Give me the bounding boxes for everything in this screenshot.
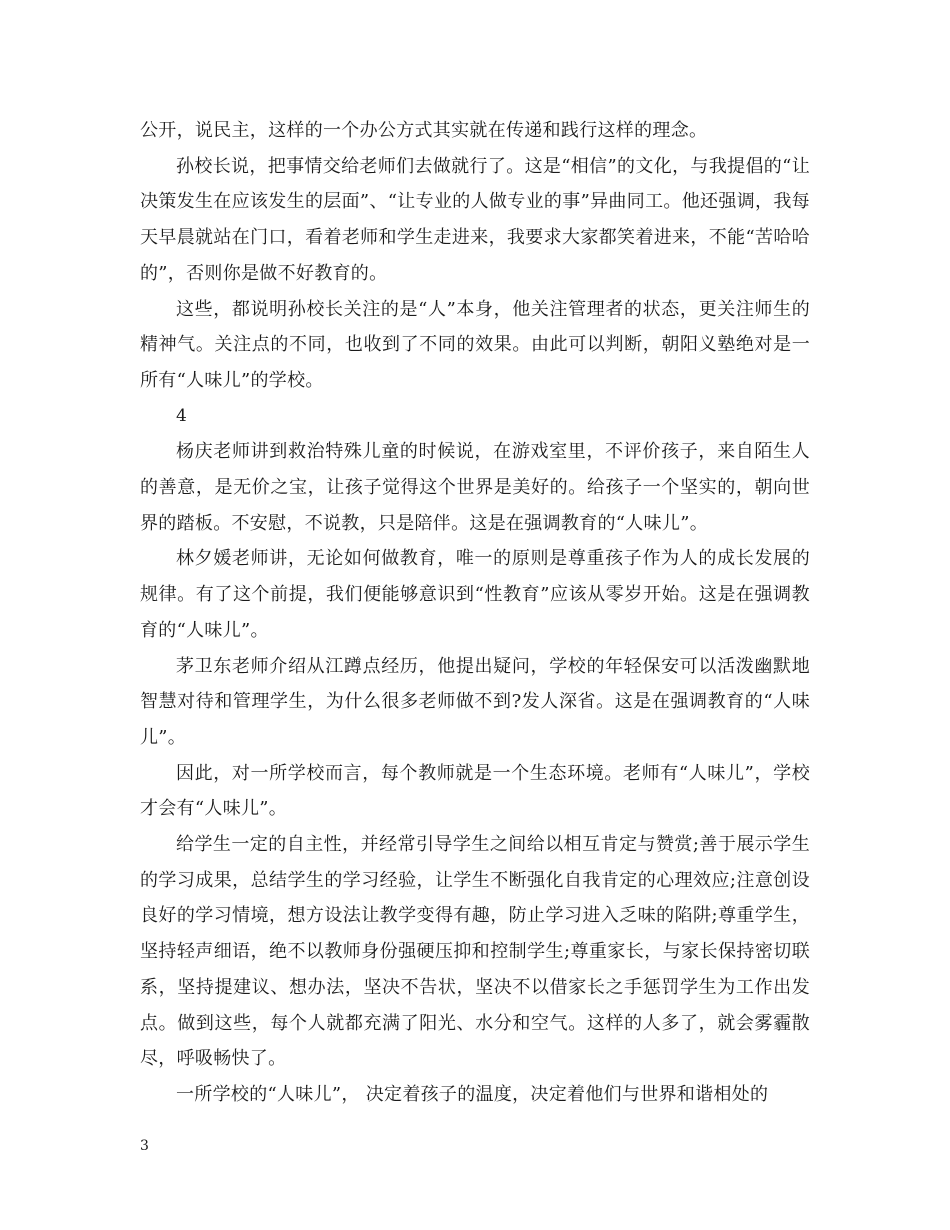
paragraph-7: 茅卫东老师介绍从江蹲点经历，他提出疑问，学校的年轻保安可以活泼幽默地智慧对待和管理学生，为什么很多老师做不到?发人深省。这是在强调教育的“人味儿”。 (140, 655, 810, 748)
page-number: 3 (140, 1138, 149, 1154)
paragraph-10: 一所学校的“人味儿”， 决定着孩子的温度，决定着他们与世界和谐相处的 (176, 1083, 769, 1105)
paragraph-6: 林夕媛老师讲，无论如何做教育，唯一的原则是尊重孩子作为人的成长发展的规律。有了这个前提，我们便能够意识到“性教育”应该从零岁开始。这是在强调教育的“人味儿”。 (140, 548, 810, 641)
paragraph-2: 孙校长说，把事情交给老师们去做就行了。这是“相信”的文化，与我提倡的“让决策发生在应该发生的层面”、“让专业的人做专业的事”异曲同工。他还强调，我每天早晨就站在门口，看着老师和学生走进来，我要求大家都笑着进来，不能“苦哈哈的”，否则你是做不好教育的。 (140, 155, 810, 284)
paragraph-5: 杨庆老师讲到救治特殊儿童的时候说，在游戏室里，不评价孩子，来自陌生人的善意，是无价之宝，让孩子觉得这个世界是美好的。给孩子一个坚实的，朝向世界的踏板。不安慰，不说教，只是陪伴。这是在强调教育的“人味儿”。 (140, 441, 810, 534)
paragraph-1: 公开，说民主，这样的一个办公方式其实就在传递和践行这样的理念。 (140, 120, 708, 141)
paragraph-9: 给学生一定的自主性，并经常引导学生之间给以相互肯定与赞赏;善于展示学生的学习成果，总结学生的学习经验，让学生不断强化自我肯定的心理效应;注意创设良好的学习情境，想方设法让教学变得有趣，防止学习进入乏味的陷阱;尊重学生，坚持轻声细语，绝不以教师身份强硬压抑和控制学生;尊重家长，与家长保持密切联系，坚持提建议、想办法，坚决不告状，坚决不以借家长之手惩罚学生为工作出发点。做到这些，每个人就都充满了阳光、水分和空气。这样的人多了，就会雾霾散尽，呼吸畅快了。 (140, 834, 810, 1070)
paragraph-8: 因此，对一所学校而言，每个教师就是一个生态环境。老师有“人味儿”，学校才会有“人味儿”。 (140, 762, 810, 820)
section-number: 4 (176, 405, 188, 426)
body-text (140, 113, 810, 1113)
paragraph-3: 这些，都说明孙校长关注的是“人”本身，他关注管理者的状态，更关注师生的精神气。关注点的不同，也收到了不同的效果。由此可以判断，朝阳义塾绝对是一所有“人味儿”的学校。 (140, 298, 810, 391)
